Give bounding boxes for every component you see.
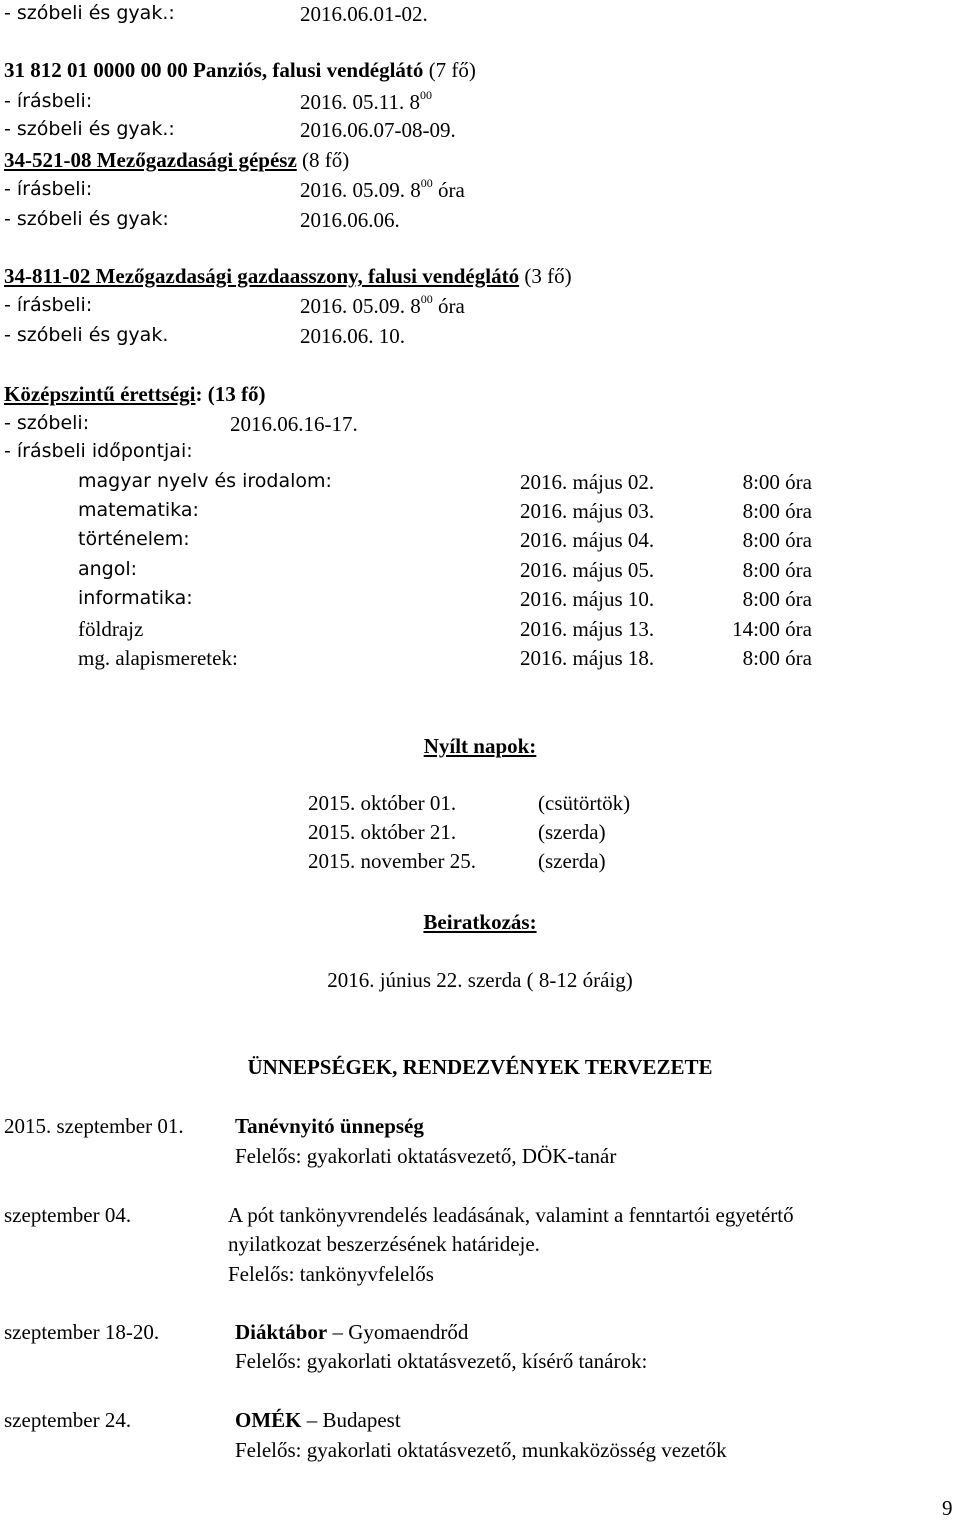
gepesz-title: 34-521-08 Mezőgazdasági gépész (8 fő) [4, 148, 350, 172]
page-number: 9 [942, 1496, 953, 1520]
erettsegi-written-label: - írásbeli időpontjai: [4, 440, 193, 462]
exam-subject: matematika: [78, 499, 199, 521]
enrollment-heading: Beiratkozás: [423, 910, 537, 934]
exam-subject: történelem: [78, 528, 190, 550]
open-day-date: 2015. november 25. [308, 849, 476, 873]
exam-time: 8:00 óra [742, 470, 812, 494]
gepesz-oral-value: 2016.06.06. [300, 208, 400, 232]
gazdaasszony-written-value: 2016. 05.09. $8^{00}$ óra [300, 292, 465, 318]
top-oral-value: 2016.06.01-02. [300, 2, 428, 26]
event-responsible: Felelős: gyakorlati oktatásvezető, munkaközösség vezetők [235, 1438, 727, 1462]
event-title: OMÉK – Budapest [235, 1408, 401, 1432]
panzios-oral-value: 2016.06.07-08-09. [300, 118, 456, 142]
exam-time: 8:00 óra [742, 528, 812, 552]
exam-subject: mg. alapismeretek: [78, 646, 238, 670]
gazdaasszony-oral-label: - szóbeli és gyak. [4, 324, 169, 346]
exam-date: 2016. május 02. [520, 470, 655, 494]
event-title: Tanévnyitó ünnepség [235, 1114, 424, 1138]
open-day-date: 2015. október 01. [308, 791, 457, 815]
event-responsible: Felelős: tankönyvfelelős [228, 1262, 434, 1286]
erettsegi-oral-label: - szóbeli: [4, 412, 90, 434]
event-date: szeptember 18-20. [4, 1320, 160, 1344]
exam-time: 8:00 óra [742, 646, 812, 670]
gazdaasszony-title: 34-811-02 Mezőgazdasági gazdaasszony, falusi vendéglátó (3 fő) [4, 264, 572, 288]
gazdaasszony-oral-value: 2016.06. 10. [300, 324, 405, 348]
event-title: Diáktábor – Gyomaendrőd [235, 1320, 469, 1344]
exam-date: 2016. május 13. [520, 617, 655, 641]
exam-subject: angol: [78, 558, 138, 580]
erettsegi-title: Középszintű érettségi: (13 fő) [4, 382, 266, 406]
exam-date: 2016. május 10. [520, 587, 655, 611]
gepesz-written-label: - írásbeli: [4, 178, 93, 200]
exam-subject: magyar nyelv és irodalom: [78, 470, 332, 492]
event-description-line: nyilatkozat beszerzésének határideje. [228, 1232, 540, 1256]
exam-date: 2016. május 05. [520, 558, 655, 582]
open-day-weekday: (szerda) [538, 820, 606, 844]
exam-subject: földrajz [78, 617, 144, 641]
erettsegi-oral-value: 2016.06.16-17. [230, 412, 358, 436]
open-days-heading: Nyílt napok: [423, 734, 537, 758]
panzios-written-value: 2016. 05.11. $8^{00}$ [300, 88, 432, 114]
exam-time: 14:00 óra [732, 617, 812, 641]
event-responsible: Felelős: gyakorlati oktatásvezető, DÖK-tanár [235, 1144, 617, 1168]
exam-time: 8:00 óra [742, 499, 812, 523]
gazdaasszony-written-label: - írásbeli: [4, 294, 93, 316]
top-oral-label: - szóbeli és gyak.: [4, 2, 175, 24]
event-description-line: A pót tankönyvrendelés leadásának, valamint a fenntartói egyetértő [228, 1203, 794, 1227]
exam-date: 2016. május 03. [520, 499, 655, 523]
open-day-date: 2015. október 21. [308, 820, 457, 844]
panzios-oral-label: - szóbeli és gyak.: [4, 118, 175, 140]
exam-subject: informatika: [78, 587, 193, 609]
event-responsible: Felelős: gyakorlati oktatásvezető, kísérő tanárok: [235, 1349, 648, 1373]
panzios-written-label: - írásbeli: [4, 90, 93, 112]
exam-time: 8:00 óra [742, 558, 812, 582]
exam-time: 8:00 óra [742, 587, 812, 611]
exam-date: 2016. május 04. [520, 528, 655, 552]
enrollment-text: 2016. június 22. szerda ( 8-12 óráig) [327, 968, 633, 992]
open-day-weekday: (csütörtök) [538, 791, 631, 815]
gepesz-oral-label: - szóbeli és gyak: [4, 208, 169, 230]
open-day-weekday: (szerda) [538, 849, 606, 873]
event-date: 2015. szeptember 01. [4, 1114, 184, 1138]
event-date: szeptember 04. [4, 1203, 132, 1227]
exam-date: 2016. május 18. [520, 646, 655, 670]
events-heading: ÜNNEPSÉGEK, RENDEZVÉNYEK TERVEZETE [247, 1055, 713, 1079]
event-date: szeptember 24. [4, 1408, 132, 1432]
panzios-title: 31 812 01 0000 00 00 Panziós, falusi vendéglátó (7 fő) [4, 58, 476, 82]
gepesz-written-value: 2016. 05.09. $8^{00}$ óra [300, 176, 465, 202]
